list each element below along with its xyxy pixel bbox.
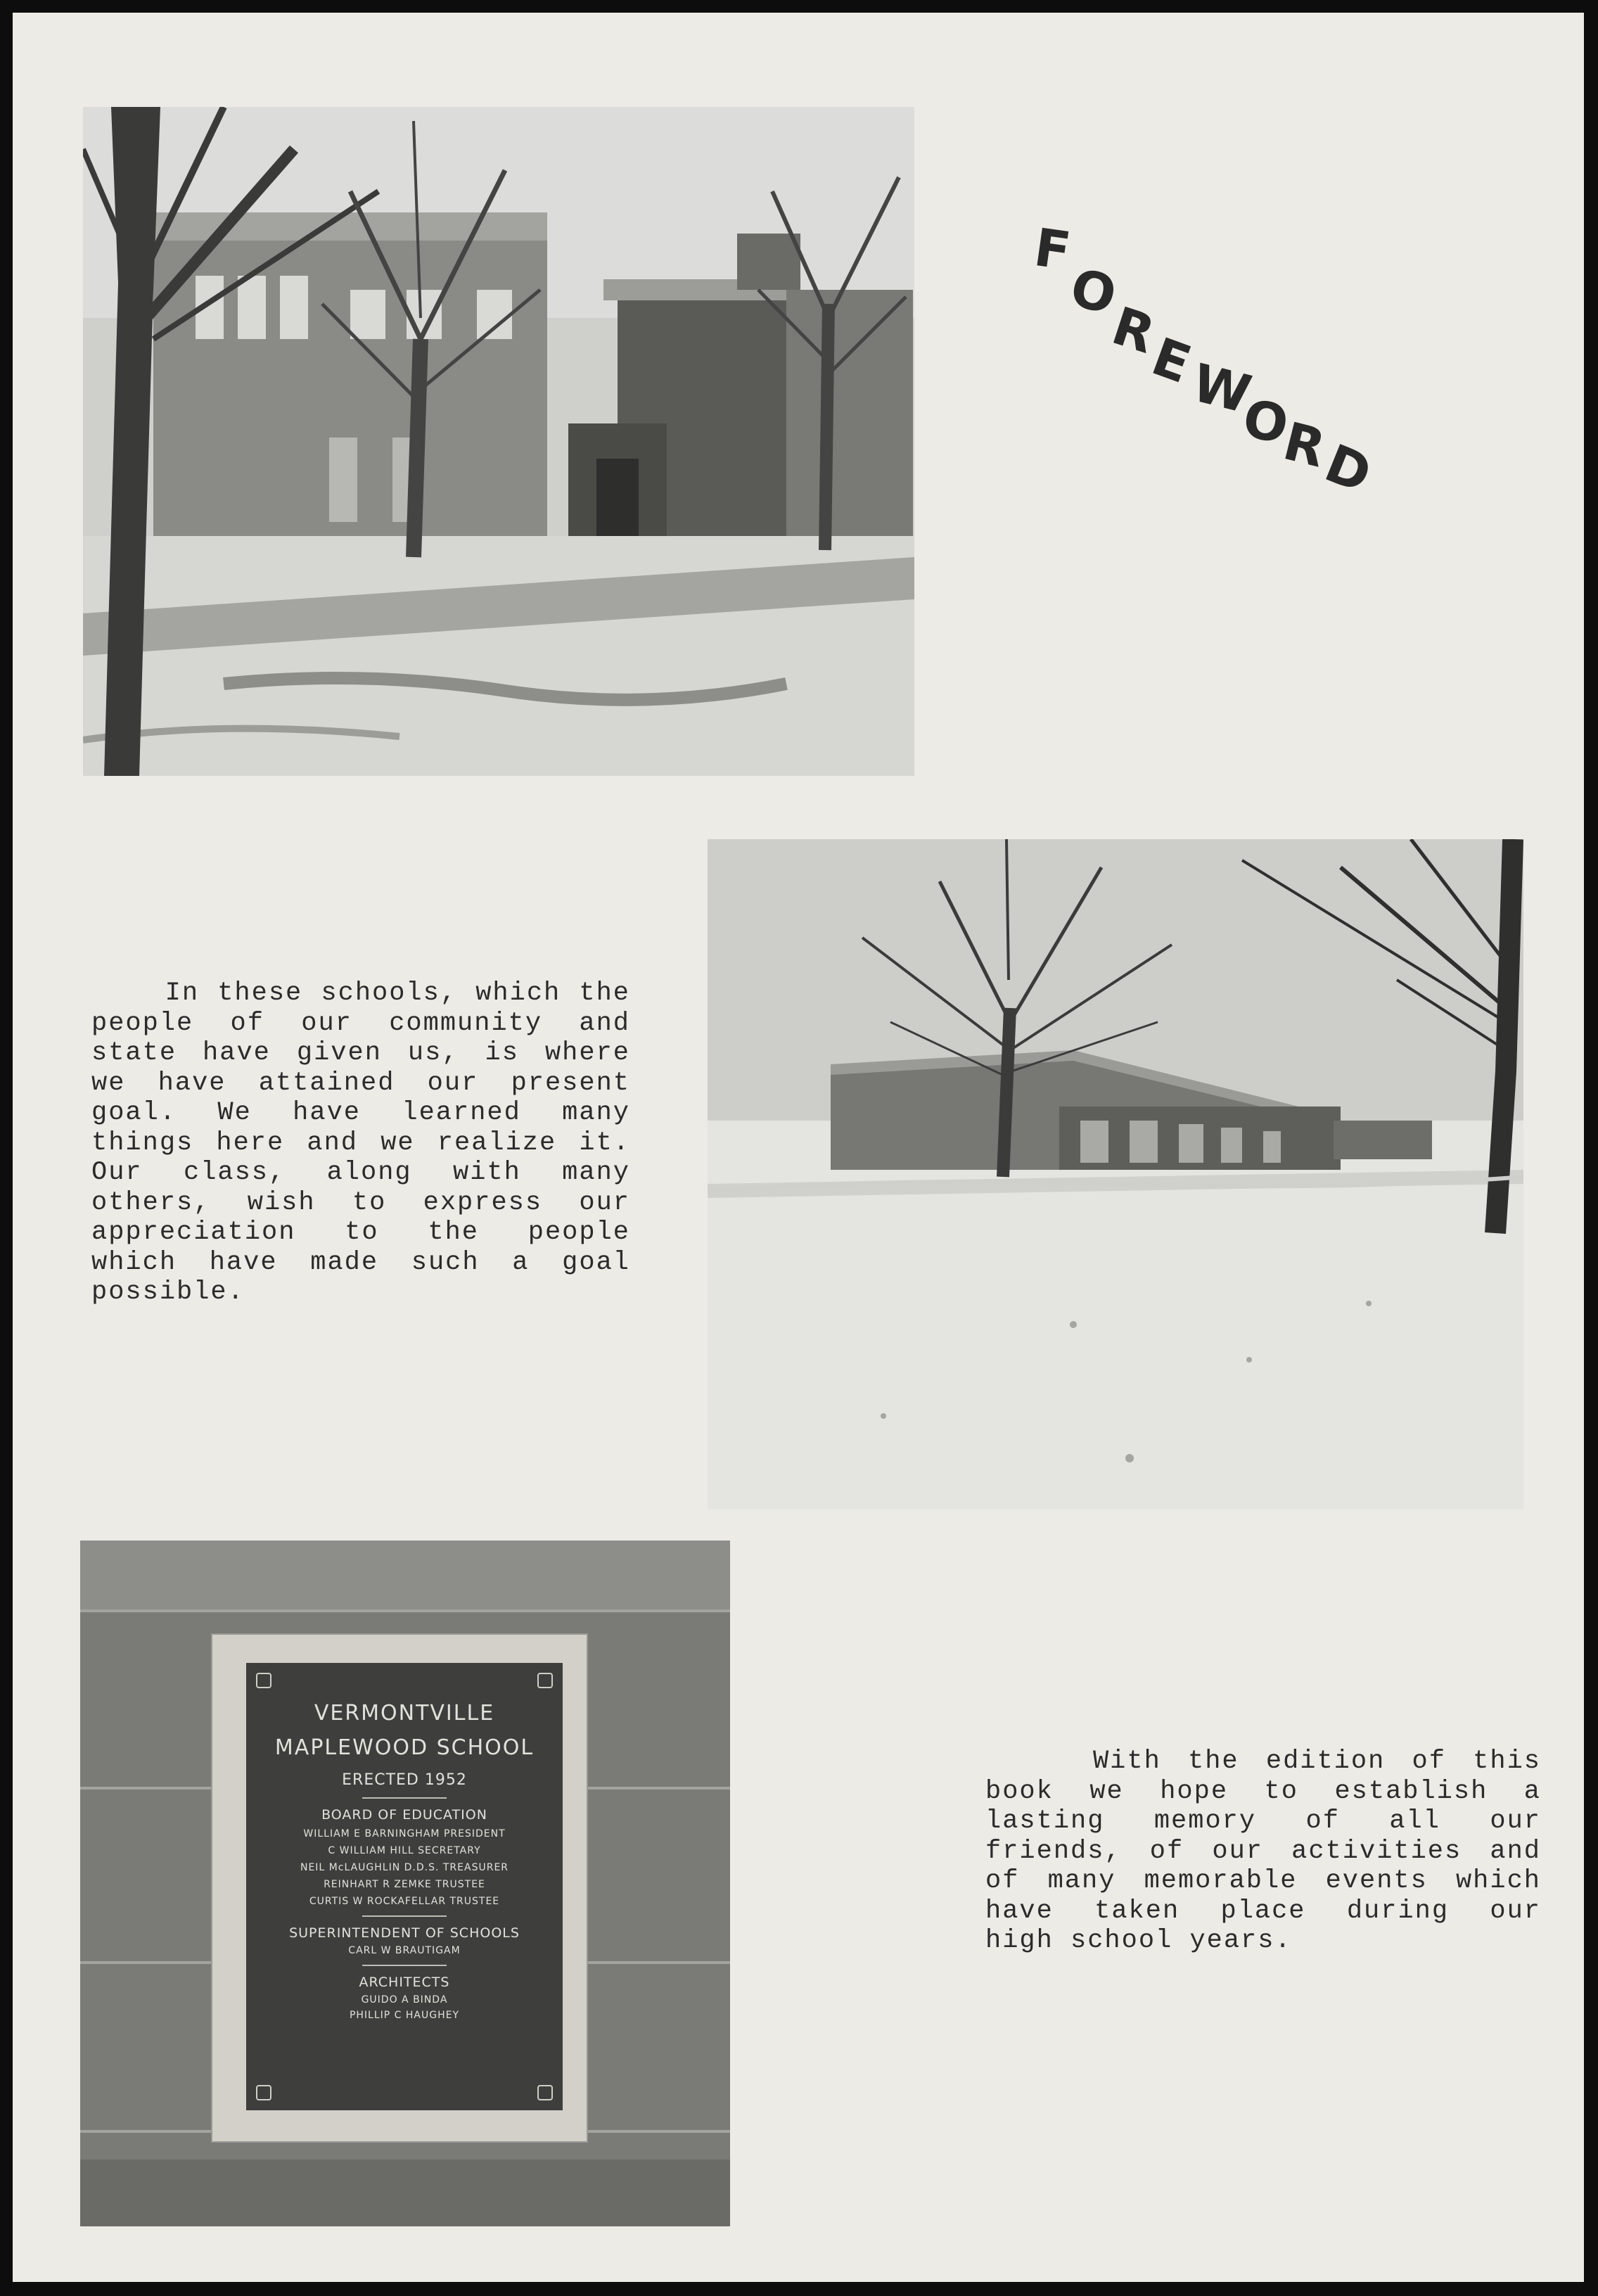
plaque-town: VERMONTVILLE — [314, 1701, 495, 1726]
plaque-divider — [362, 1797, 447, 1799]
paragraph-line: friends, of our activities and — [985, 1836, 1541, 1866]
paragraph-line: high school years. — [985, 1926, 1292, 1956]
paragraph-line: of many memorable events which — [985, 1866, 1541, 1896]
plaque-bolt-icon — [537, 2085, 553, 2100]
foreword-title-letter: E — [1144, 326, 1198, 396]
foreword-title-letter: O — [1064, 257, 1123, 327]
plaque-bolt-icon — [256, 1673, 271, 1688]
paragraph-line: possible. — [91, 1277, 245, 1307]
foreword-paragraph-right — [985, 1747, 1541, 1956]
plaque-board-member: NEIL McLAUGHLIN D.D.S. TREASURER — [300, 1862, 509, 1873]
foreword-title-letter: W — [1186, 352, 1257, 426]
plaque-architect: PHILLIP C HAUGHEY — [349, 2010, 460, 2021]
plaque-divider — [362, 1915, 447, 1917]
plaque-board-heading: BOARD OF EDUCATION — [321, 1807, 487, 1823]
foreword-paragraph-left — [91, 978, 630, 1308]
paragraph-line: book we hope to establish a — [985, 1776, 1541, 1806]
plaque-board-member: CURTIS W ROCKAFELLAR TRUSTEE — [309, 1896, 500, 1907]
old-school-building-photo — [83, 107, 914, 776]
plaque-board — [246, 1663, 563, 2110]
paragraph-line: state have given us, is where — [91, 1038, 630, 1068]
foreword-title-letter: D — [1317, 433, 1380, 506]
paragraph-line: others, wish to express our — [91, 1187, 630, 1218]
paragraph-line: people of our community and — [91, 1008, 630, 1038]
foreword-title-letter: O — [1239, 388, 1293, 456]
paragraph-line: we have attained our present — [91, 1068, 630, 1098]
paragraph-line: things here and we realize it. — [91, 1128, 630, 1158]
foreword-title-letter: R — [1277, 411, 1331, 480]
plaque-superintendent-heading: SUPERINTENDENT OF SCHOOLS — [289, 1925, 520, 1941]
plaque-architects-heading: ARCHITECTS — [359, 1975, 450, 1990]
plaque-architect: GUIDO A BINDA — [361, 1994, 448, 2005]
yearbook-page — [13, 13, 1584, 2282]
plaque-bolt-icon — [537, 1673, 553, 1688]
paragraph-line: appreciation to the people — [91, 1218, 630, 1247]
paragraph-line: lasting memory of all our — [985, 1806, 1541, 1836]
foreword-title-letter: R — [1105, 295, 1162, 366]
new-school-building-photo — [708, 839, 1523, 1510]
plaque-superintendent: CARL W BRAUTIGAM — [348, 1945, 461, 1956]
plaque-frame — [211, 1633, 588, 2143]
paragraph-line: In these schools, which the — [91, 978, 630, 1008]
plaque-divider — [362, 1965, 447, 1966]
plaque-erected: ERECTED 1952 — [342, 1771, 467, 1789]
paragraph-line: have taken place during our — [985, 1896, 1541, 1926]
plaque-board-member: C WILLIAM HILL SECRETARY — [328, 1845, 481, 1856]
plaque-bolt-icon — [256, 2085, 271, 2100]
foreword-title-letter: F — [1030, 217, 1075, 283]
paragraph-line: goal. We have learned many — [91, 1098, 630, 1128]
plaque-school-name: MAPLEWOOD SCHOOL — [274, 1735, 535, 1760]
paragraph-line: which have made such a goal — [91, 1247, 630, 1277]
paragraph-line: Our class, along with many — [91, 1158, 630, 1187]
plaque-board-member: REINHART R ZEMKE TRUSTEE — [324, 1879, 485, 1890]
school-plaque-photo — [80, 1541, 730, 2226]
paragraph-line: With the edition of this — [985, 1747, 1541, 1776]
plaque-board-member: WILLIAM E BARNINGHAM PRESIDENT — [303, 1828, 506, 1839]
